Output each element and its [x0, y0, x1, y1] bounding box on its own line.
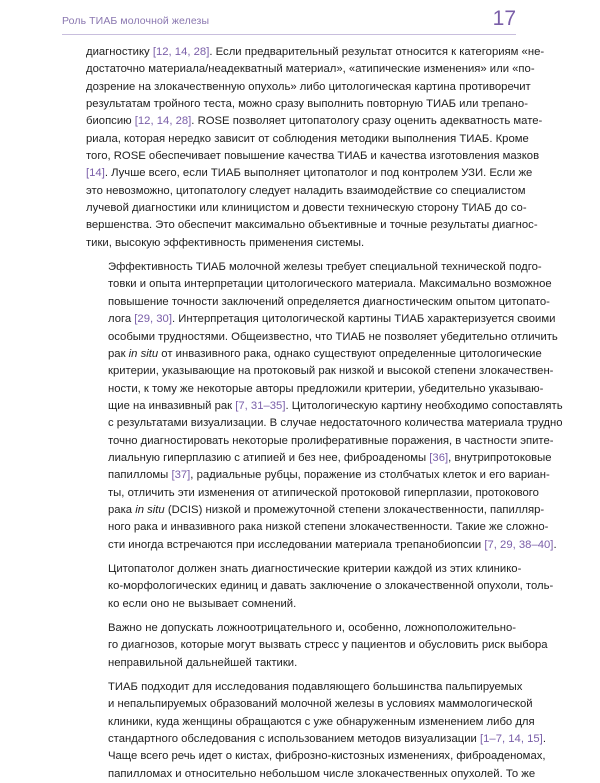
- text-run: стандартного обследования с использованием методов визуализации: [108, 733, 480, 746]
- text-run: ного рака и инвазивного рака низкой степени злокачественности. Такие же сложно-: [108, 521, 549, 534]
- text-run: того, ROSE обеспечивает повышение качества ТИАБ и качества изготовления мазков: [86, 150, 540, 163]
- text-run: , внутрипротоковые: [448, 451, 552, 464]
- text-run: клиники, куда женщины обращаются с уже обнаруженным изменением либо для: [108, 715, 535, 728]
- text-run: . Цитологическую картину необходимо сопоставлять: [285, 399, 563, 412]
- text-line: [86, 131, 529, 148]
- text-run: результатам тройного теста, можно сразу выполнить повторную ТИАБ или трепано-: [86, 98, 528, 111]
- paragraph: [86, 259, 563, 554]
- text-line: [86, 217, 538, 234]
- text-run: щие на инвазивный рак: [108, 399, 236, 412]
- text-line: [86, 415, 563, 432]
- text-run: ности, к тому же некоторые авторы предложили критерии, убедительно указываю-: [108, 382, 544, 395]
- text-run: от инвазивного рака, однако существуют определенные цитологические: [158, 347, 542, 360]
- text-run: это невозможно, цитопатологу следует наладить взаимодействие со специалистом: [86, 184, 526, 197]
- text-run: и непальпируемых образований молочной железы в условиях маммологической: [108, 698, 533, 711]
- text-run: Эффективность ТИАБ молочной железы требует специальной технической подго-: [108, 261, 542, 274]
- text-run: Чаще всего речь идет о кистах, фиброзно-кистозных изменениях, фиброаденомах,: [108, 750, 546, 763]
- text-run: папилломы: [108, 469, 172, 482]
- text-run: (DCIS) низкой и промежуточной степени злокачественности, папилляр-: [164, 503, 545, 516]
- text-run: лучевой диагностики или клиницистом и довести техническую сторону ТИАБ до со-: [86, 202, 527, 215]
- text-line: [86, 44, 545, 61]
- text-run: .: [542, 733, 546, 746]
- text-line: [86, 519, 549, 536]
- citation-ref[interactable]: [37]: [171, 469, 191, 482]
- citation-ref[interactable]: [7, 31–35]: [235, 399, 286, 412]
- page-number: 17: [492, 7, 516, 30]
- text-line: [86, 731, 546, 748]
- citation-ref[interactable]: [12, 14, 28]: [134, 115, 192, 128]
- paragraph: [86, 44, 545, 252]
- text-line: [86, 467, 550, 484]
- text-line: [86, 596, 516, 613]
- text-run: .: [553, 538, 557, 551]
- text-line: [86, 294, 550, 311]
- text-run: точно диагностировать некоторые пролиферативные поражения, в частности эпите-: [108, 434, 554, 447]
- text-line: [86, 714, 535, 731]
- text-line: [86, 165, 533, 182]
- citation-ref[interactable]: [29, 30]: [134, 313, 172, 326]
- text-line: [86, 381, 544, 398]
- text-line: [86, 363, 554, 380]
- text-line: [86, 200, 527, 217]
- text-run: достаточно материала/неадекватный материал», «атипические изменения» или «по-: [86, 63, 535, 76]
- italic-term: in situ: [128, 347, 159, 360]
- text-run: , радиальные рубцы, поражение из столбчатых клеток и его вариан-: [190, 469, 550, 482]
- text-line: [86, 311, 556, 328]
- text-line: [86, 748, 546, 765]
- text-run: лога: [108, 313, 135, 326]
- running-header: [0, 0, 600, 40]
- text-line: [86, 537, 557, 554]
- text-line: [86, 346, 542, 363]
- text-run: с результатами визуализации. В случае недостаточного количества материала трудно: [108, 417, 563, 430]
- text-line: [86, 148, 540, 165]
- text-run: . ROSE позволяет цитопатологу сразу оценить адекватность мате-: [191, 115, 543, 128]
- text-run: Важно не допускать ложноотрицательного и, особенно, ложноположительно-: [108, 622, 516, 634]
- text-line: [86, 578, 554, 595]
- text-run: биопсию: [86, 115, 135, 128]
- text-run: дозрение на злокачественную опухоль» либо цитологическая картина противоречит: [86, 80, 531, 93]
- italic-term: in situ: [135, 503, 165, 516]
- paragraph: [86, 561, 554, 613]
- citation-ref[interactable]: [36]: [429, 451, 449, 464]
- text-run: диагностику: [86, 46, 153, 58]
- text-run: ты, отличить эти изменения от атипической протоковой гиперплазии, протокового: [108, 486, 539, 499]
- text-run: неправильной дальнейшей тактики.: [108, 656, 298, 669]
- running-header-title: Роль ТИАБ молочной железы: [62, 15, 210, 27]
- text-line: [86, 450, 552, 467]
- text-line: [86, 485, 539, 502]
- paragraph: [86, 679, 546, 783]
- text-line: [86, 766, 536, 783]
- text-line: [86, 502, 545, 519]
- text-run: сти иногда встречаются при исследовании материала трепанобиопсии: [108, 538, 485, 551]
- text-line: [86, 113, 543, 130]
- text-line: [86, 433, 554, 450]
- text-line: [86, 637, 548, 654]
- text-run: . Лучше всего, если ТИАБ выполняет цитопатолог и под контролем УЗИ. Если же: [104, 167, 533, 180]
- text-line: [86, 61, 535, 78]
- text-line: [86, 183, 526, 200]
- citation-ref[interactable]: [1–7, 14, 15]: [480, 733, 543, 746]
- text-line: [86, 655, 516, 672]
- text-run: повышение точности заключений определяется диагностическим опытом цитопато-: [108, 295, 550, 308]
- header-divider: [62, 34, 516, 35]
- text-run: вершенства. Это обеспечит максимально объективные и точные результаты диагнос-: [86, 219, 538, 232]
- text-run: ко-морфологических единиц и давать заключение о злокачественной опухоли, толь-: [108, 580, 554, 593]
- text-run: лиальную гиперплазию с атипией и без нее, фиброаденомы: [108, 451, 430, 464]
- text-run: папилломах и относительно небольшом числе злокачественных опухолей. То же: [108, 767, 536, 780]
- text-run: рак: [108, 347, 129, 360]
- text-line: [86, 96, 528, 113]
- text-run: риала, которая нередко зависит от соблюдения методики выполнения ТИАБ. Кроме: [86, 132, 529, 145]
- text-line: [86, 679, 523, 696]
- text-run: Цитопатолог должен знать диагностические критерии каждой из этих клинико-: [108, 562, 522, 575]
- text-line: [86, 398, 563, 415]
- text-run: особыми трудностями. Общеизвестно, что ТИАБ не позволяет убедительно отличить: [108, 330, 558, 343]
- text-line: [86, 561, 522, 578]
- text-run: критерии, указывающие на протоковый рак низкой и высокой степени злокачествен-: [108, 365, 554, 378]
- text-run: . Если предварительный результат относится к категориям «не-: [209, 46, 545, 58]
- body-text: [86, 44, 563, 783]
- text-line: [86, 276, 552, 293]
- text-line: [86, 79, 531, 96]
- text-run: товки и опыта интерпретации цитологического материала. Максимально возможное: [108, 278, 552, 291]
- text-line: [86, 620, 516, 637]
- citation-ref[interactable]: [14]: [86, 167, 105, 180]
- text-run: ТИАБ подходит для исследования подавляющего большинства пальпируемых: [108, 681, 523, 694]
- paragraph: [86, 620, 548, 672]
- text-run: го диагнозов, которые могут вызвать стресс у пациентов и обусловить риск выбора: [108, 639, 548, 652]
- text-run: ко если оно не вызывает сомнений.: [108, 597, 297, 610]
- text-line: [86, 235, 516, 252]
- citation-ref[interactable]: [7, 29, 38–40]: [484, 538, 554, 551]
- text-run: рака: [108, 503, 136, 516]
- text-line: [86, 259, 542, 276]
- text-run: . Интерпретация цитологической картины ТИАБ характеризуется своими: [171, 313, 556, 326]
- text-line: [86, 696, 533, 713]
- citation-ref[interactable]: [12, 14, 28]: [152, 46, 210, 58]
- text-run: тики, высокую эффективность применения системы.: [86, 236, 365, 249]
- text-line: [86, 329, 558, 346]
